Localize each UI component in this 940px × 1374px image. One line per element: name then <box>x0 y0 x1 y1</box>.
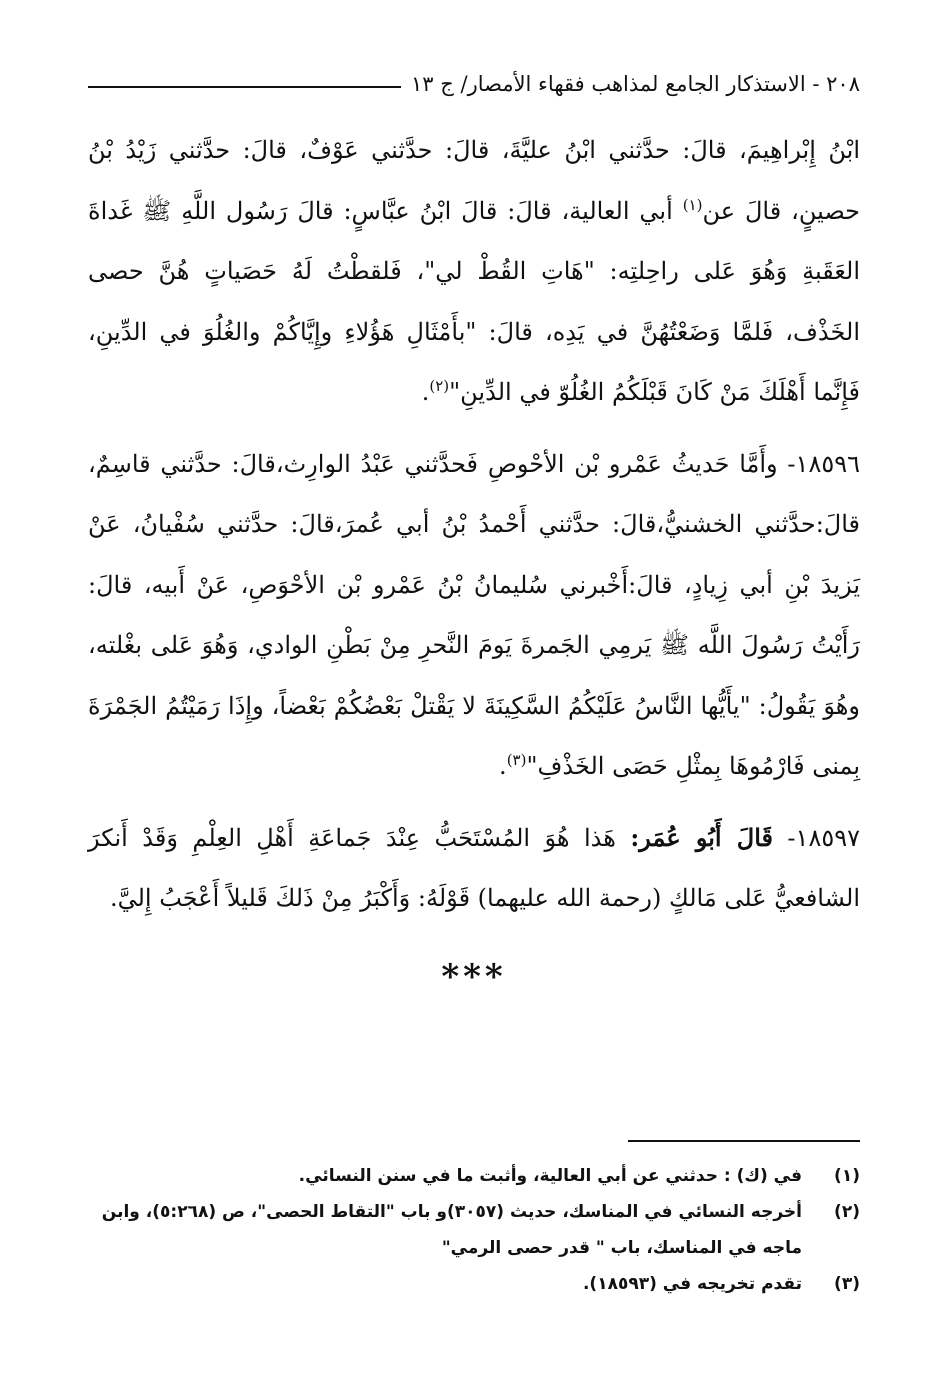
footnote-ref-3: (٣) <box>506 751 527 769</box>
footnote-text: تقدم تخريجه في (١٨٥٩٣). <box>582 1274 802 1294</box>
paragraph-end-mark: . <box>499 752 507 780</box>
header-rule <box>88 86 401 88</box>
running-header <box>88 62 860 106</box>
paragraph-body: ابْنُ إِبْراهِيمَ، قالَ: حدَّثني ابْنُ عليَّةَ، قالَ: حدَّثني عَوْفٌ، قالَ: حدَّثني زَيْدُ بْنُ حصينٍ، قالَ عن <box>88 136 860 225</box>
paragraph-body: وأَمَّا حَديثُ عَمْرو بْن الأحْوصِ فَحدَّثني عَبْدُ الوارِث،قالَ: حدَّثني قاسِمٌ، قالَ:حدَّثني الخشنيُّ،قالَ: حدَّثني أَحْمدُ بْنُ أبي عُمرَ،قالَ: حدَّثني سُفْيانُ، عَنْ يَزيدَ بْنِ أبي زِيادٍ، قالَ:أَخْبرني سُليمانُ بْنُ عَمْرو بْن الأحْوَصِ، عَنْ أَبيه، قالَ: رَأَيْتُ رَسُولَ اللَّه ﷺ يَرمِي الجَمرةَ يَومَ النَّحرِ مِنْ بَطْنِ الوادي، وَهُوَ عَلى بغْلته، وهُوَ يَقُولُ: "يأَيُّها النَّاسُ عَلَيْكُمُ السَّكِينَةَ لا يَقْتلْ بَعْضُكُمْ بَعْضاً، وإِذَا رَمَيْتُمُ الجَمْرَةَ بِمنى فَارْمُوهَا بِمثْلِ حَصَى الخَذْفِ" <box>88 449 860 780</box>
footnote-ref-2: (٢) <box>429 377 450 395</box>
main-text <box>88 120 860 997</box>
footnote-number: (٢) <box>834 1202 860 1222</box>
footnote-number: (٣) <box>834 1274 860 1294</box>
footnote-text: أخرجه النسائي في المناسك، حديث (٣٠٥٧)و باب "التقاط الحصى"، ص (٥:٢٦٨)، وابن ماجه في المناسك، باب " قدر حصى الرمي" <box>101 1202 802 1258</box>
paragraph-body-continued: أبي العالية، قالَ: قالَ ابْنُ عبَّاسٍ: قالَ رَسُول اللَّهِ ﷺ غَداةَ العَقَبةِ وَهُوَ عَلى راحِلتِه: "هَاتِ القُطْ لي"، فَلقطْتُ لَهُ حَصَياتٍ هُنَّ حصى الخَذْف، فَلمَّا وَضَعْتُهُنَّ في يَدِه، قالَ: "بأَمْثَالِ هَؤُلاءِ وإِيَّاكُمْ والغُلُوَ في الدِّينِ، فَإِنَّما أَهْلَكَ مَنْ كَانَ قَبْلَكُمُ الغُلُوّ في الدِّينِ" <box>88 196 860 406</box>
speaker-label: قَالَ أَبُو عُمَر: <box>630 822 773 852</box>
book-page <box>88 62 860 1322</box>
footnote-text: في (ك) : حدثني عن أبي العالية، وأثبت ما في سنن النسائي. <box>298 1166 802 1186</box>
paragraph-end-mark: . <box>421 378 430 406</box>
paragraph-number: ١٨٥٩٧- <box>772 823 860 852</box>
paragraph-18597 <box>88 808 860 929</box>
paragraph-body: هَذا هُوَ المُسْتَحَبُّ عِنْدَ جَماعَةِ أَهْلِ العِلْمِ وَقَدْ أَنكرَ الشافعيُّ عَلى مَالكٍ (رحمة الله عليهما) قَوْلَهُ: وَأَكْبَرُ مِنْ ذَلكَ قَليلاً أَعْجَبُ إِليَّ. <box>88 823 860 912</box>
footnote-rule <box>628 1140 860 1142</box>
section-separator: *** <box>441 956 507 997</box>
paragraph-continuation <box>88 120 860 423</box>
footnote-1 <box>88 1158 860 1194</box>
footnote-3 <box>88 1266 860 1302</box>
footnotes <box>88 1158 860 1302</box>
paragraph-number: ١٨٥٩٦- <box>777 449 860 478</box>
footnote-number: (١) <box>834 1166 860 1186</box>
footnote-2 <box>88 1194 860 1266</box>
paragraph-18596 <box>88 434 860 797</box>
footnote-ref-1: (١) <box>682 195 703 214</box>
running-header-text: ٢٠٨ - الاستذكار الجامع لمذاهب فقهاء الأمصار/ ج ١٣ <box>411 72 860 96</box>
